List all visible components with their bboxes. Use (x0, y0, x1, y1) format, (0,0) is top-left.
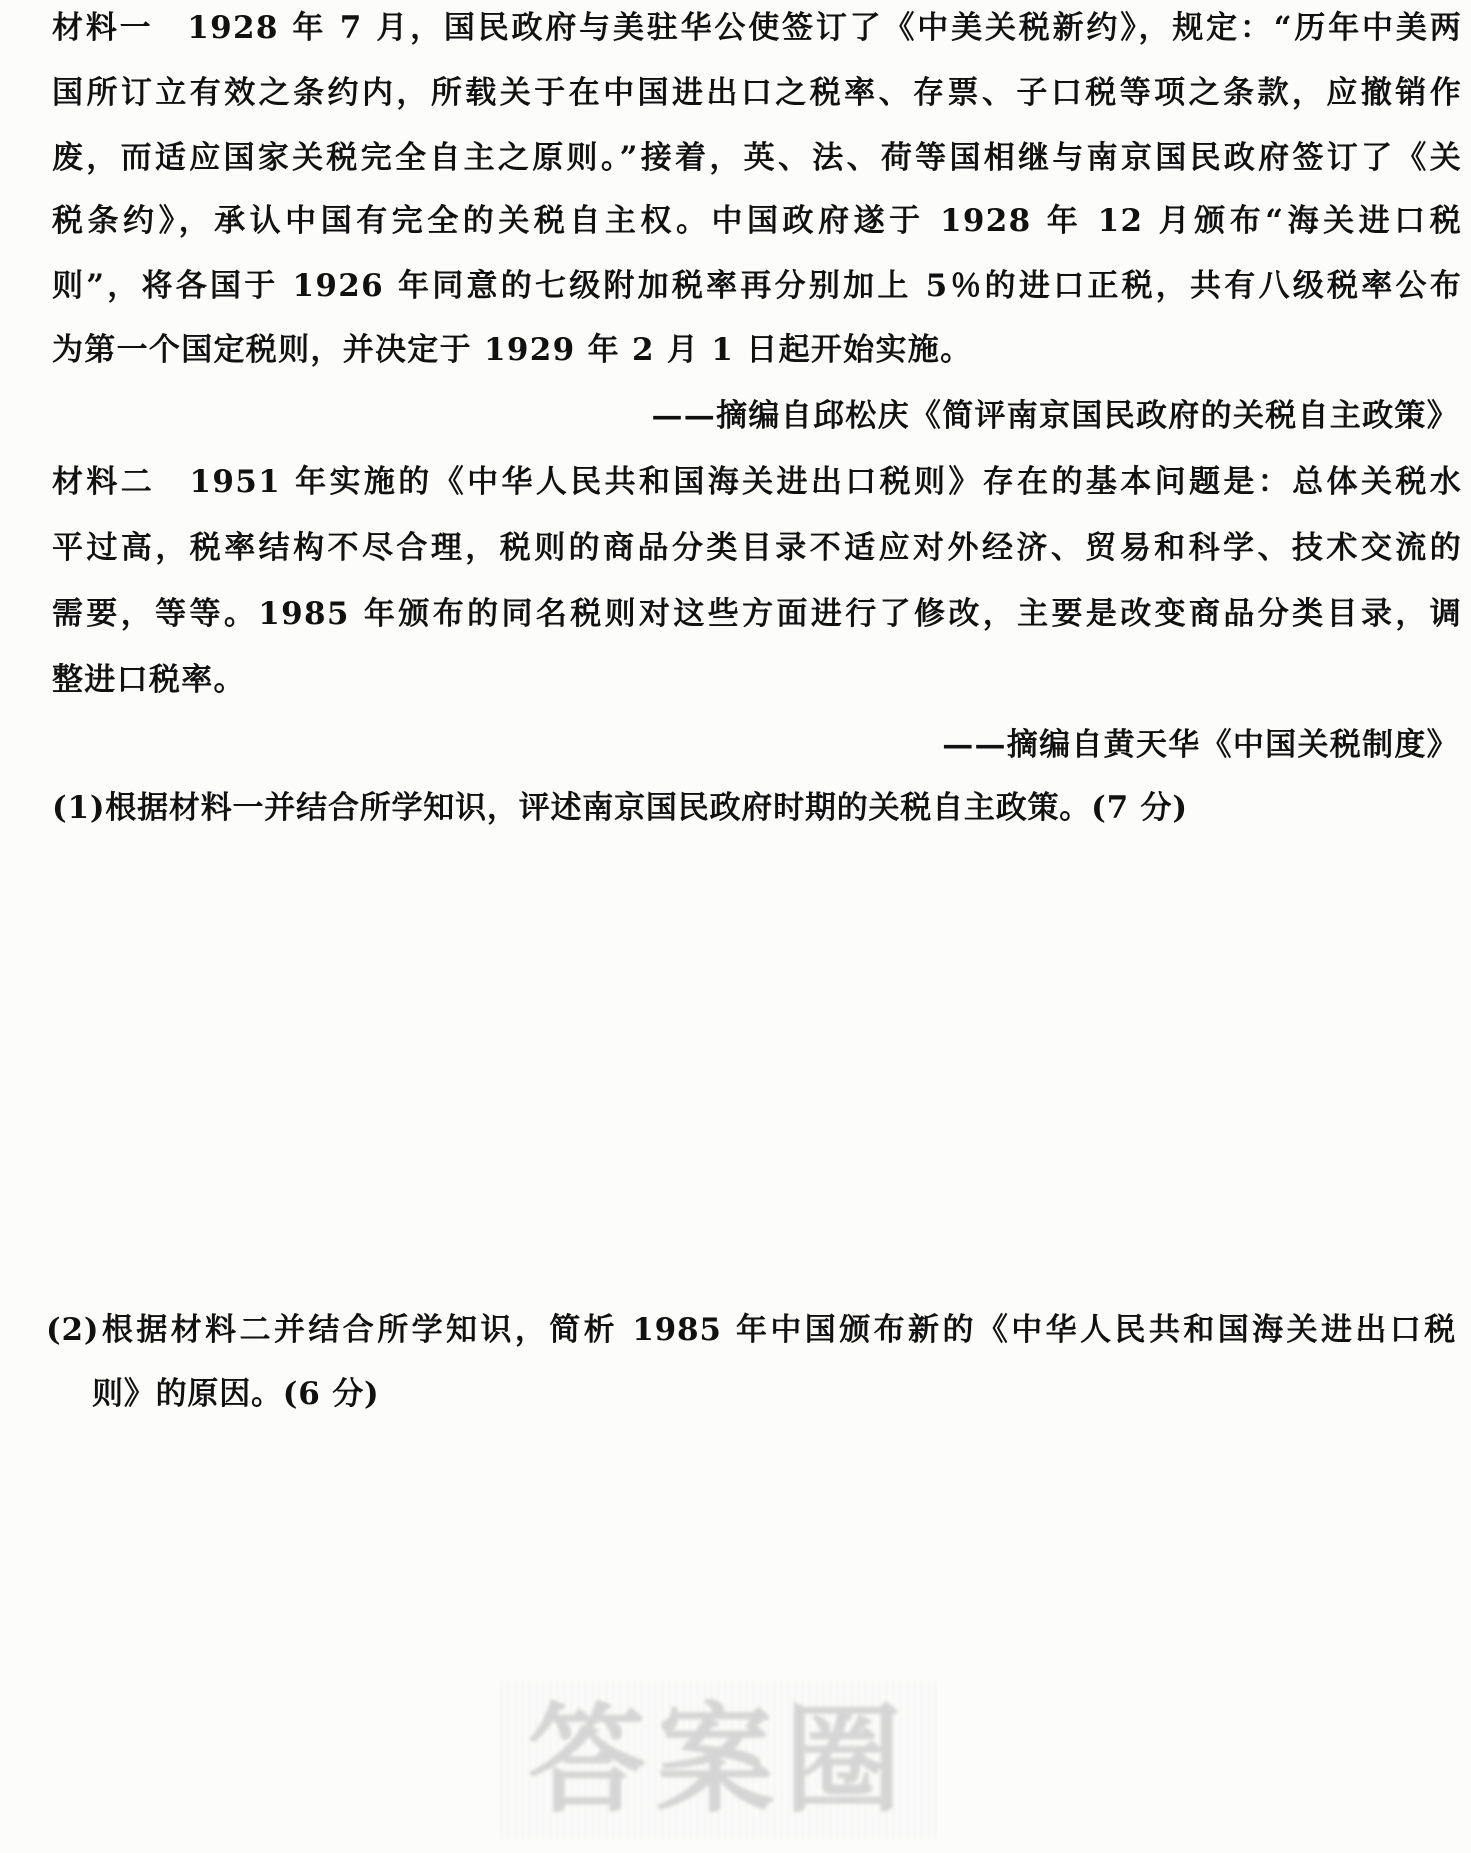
material2-line-1: 材料二 1951 年实施的《中华人民共和国海关进出口税则》存在的基本问题是：总体关税水 (52, 464, 1462, 500)
material1-line-4: 税条约》，承认中国有完全的关税自主权。中国政府遂于 1928 年 12 月颁布“海关进口税 (52, 203, 1462, 239)
material2-source: ——摘编自黄天华《中国关税制度》 (942, 727, 1459, 763)
material1-source: ——摘编自邱松庆《简评南京国民政府的关税自主政策》 (651, 398, 1459, 434)
material2-line-3: 需要，等等。1985 年颁布的同名税则对这些方面进行了修改，主要是改变商品分类目录，调 (52, 596, 1462, 632)
question-2-line-2: 则》的原因。(6 分) (92, 1376, 380, 1412)
material2-line-2: 平过高，税率结构不尽合理，税则的商品分类目录不适应对外经济、贸易和科学、技术交流的 (52, 530, 1462, 566)
material1-line-3: 废，而适应国家关税完全自主之原则。”接着，英、法、荷等国相继与南京国民政府签订了《关 (52, 140, 1462, 176)
answer-area-2[interactable] (52, 1430, 1452, 1670)
question-1: (1)根据材料一并结合所学知识，评述南京国民政府时期的关税自主政策。(7 分) (52, 790, 1188, 826)
material1-line-2: 国所订立有效之条约内，所载关于在中国进出口之税率、存票、子口税等项之条款，应撤销作 (52, 75, 1462, 111)
question-2-line-1: (2)根据材料二并结合所学知识，简析 1985 年中国颁布新的《中华人民共和国海关进出口税 (46, 1312, 1456, 1348)
material2-line-4: 整进口税率。 (52, 662, 246, 698)
answer-area-1[interactable] (52, 840, 1452, 1270)
material1-line-1: 材料一 1928 年 7 月，国民政府与美驻华公使签订了《中美关税新约》，规定：“历年中美两 (52, 10, 1462, 46)
material1-line-5: 则”，将各国于 1926 年同意的七级附加税率再分别加上 5％的进口正税，共有八级税率公布 (52, 268, 1462, 304)
material1-line-6: 为第一个国定税则，并决定于 1929 年 2 月 1 日起开始实施。 (52, 332, 973, 368)
watermark-stamp: 答案圈 (500, 1680, 940, 1840)
